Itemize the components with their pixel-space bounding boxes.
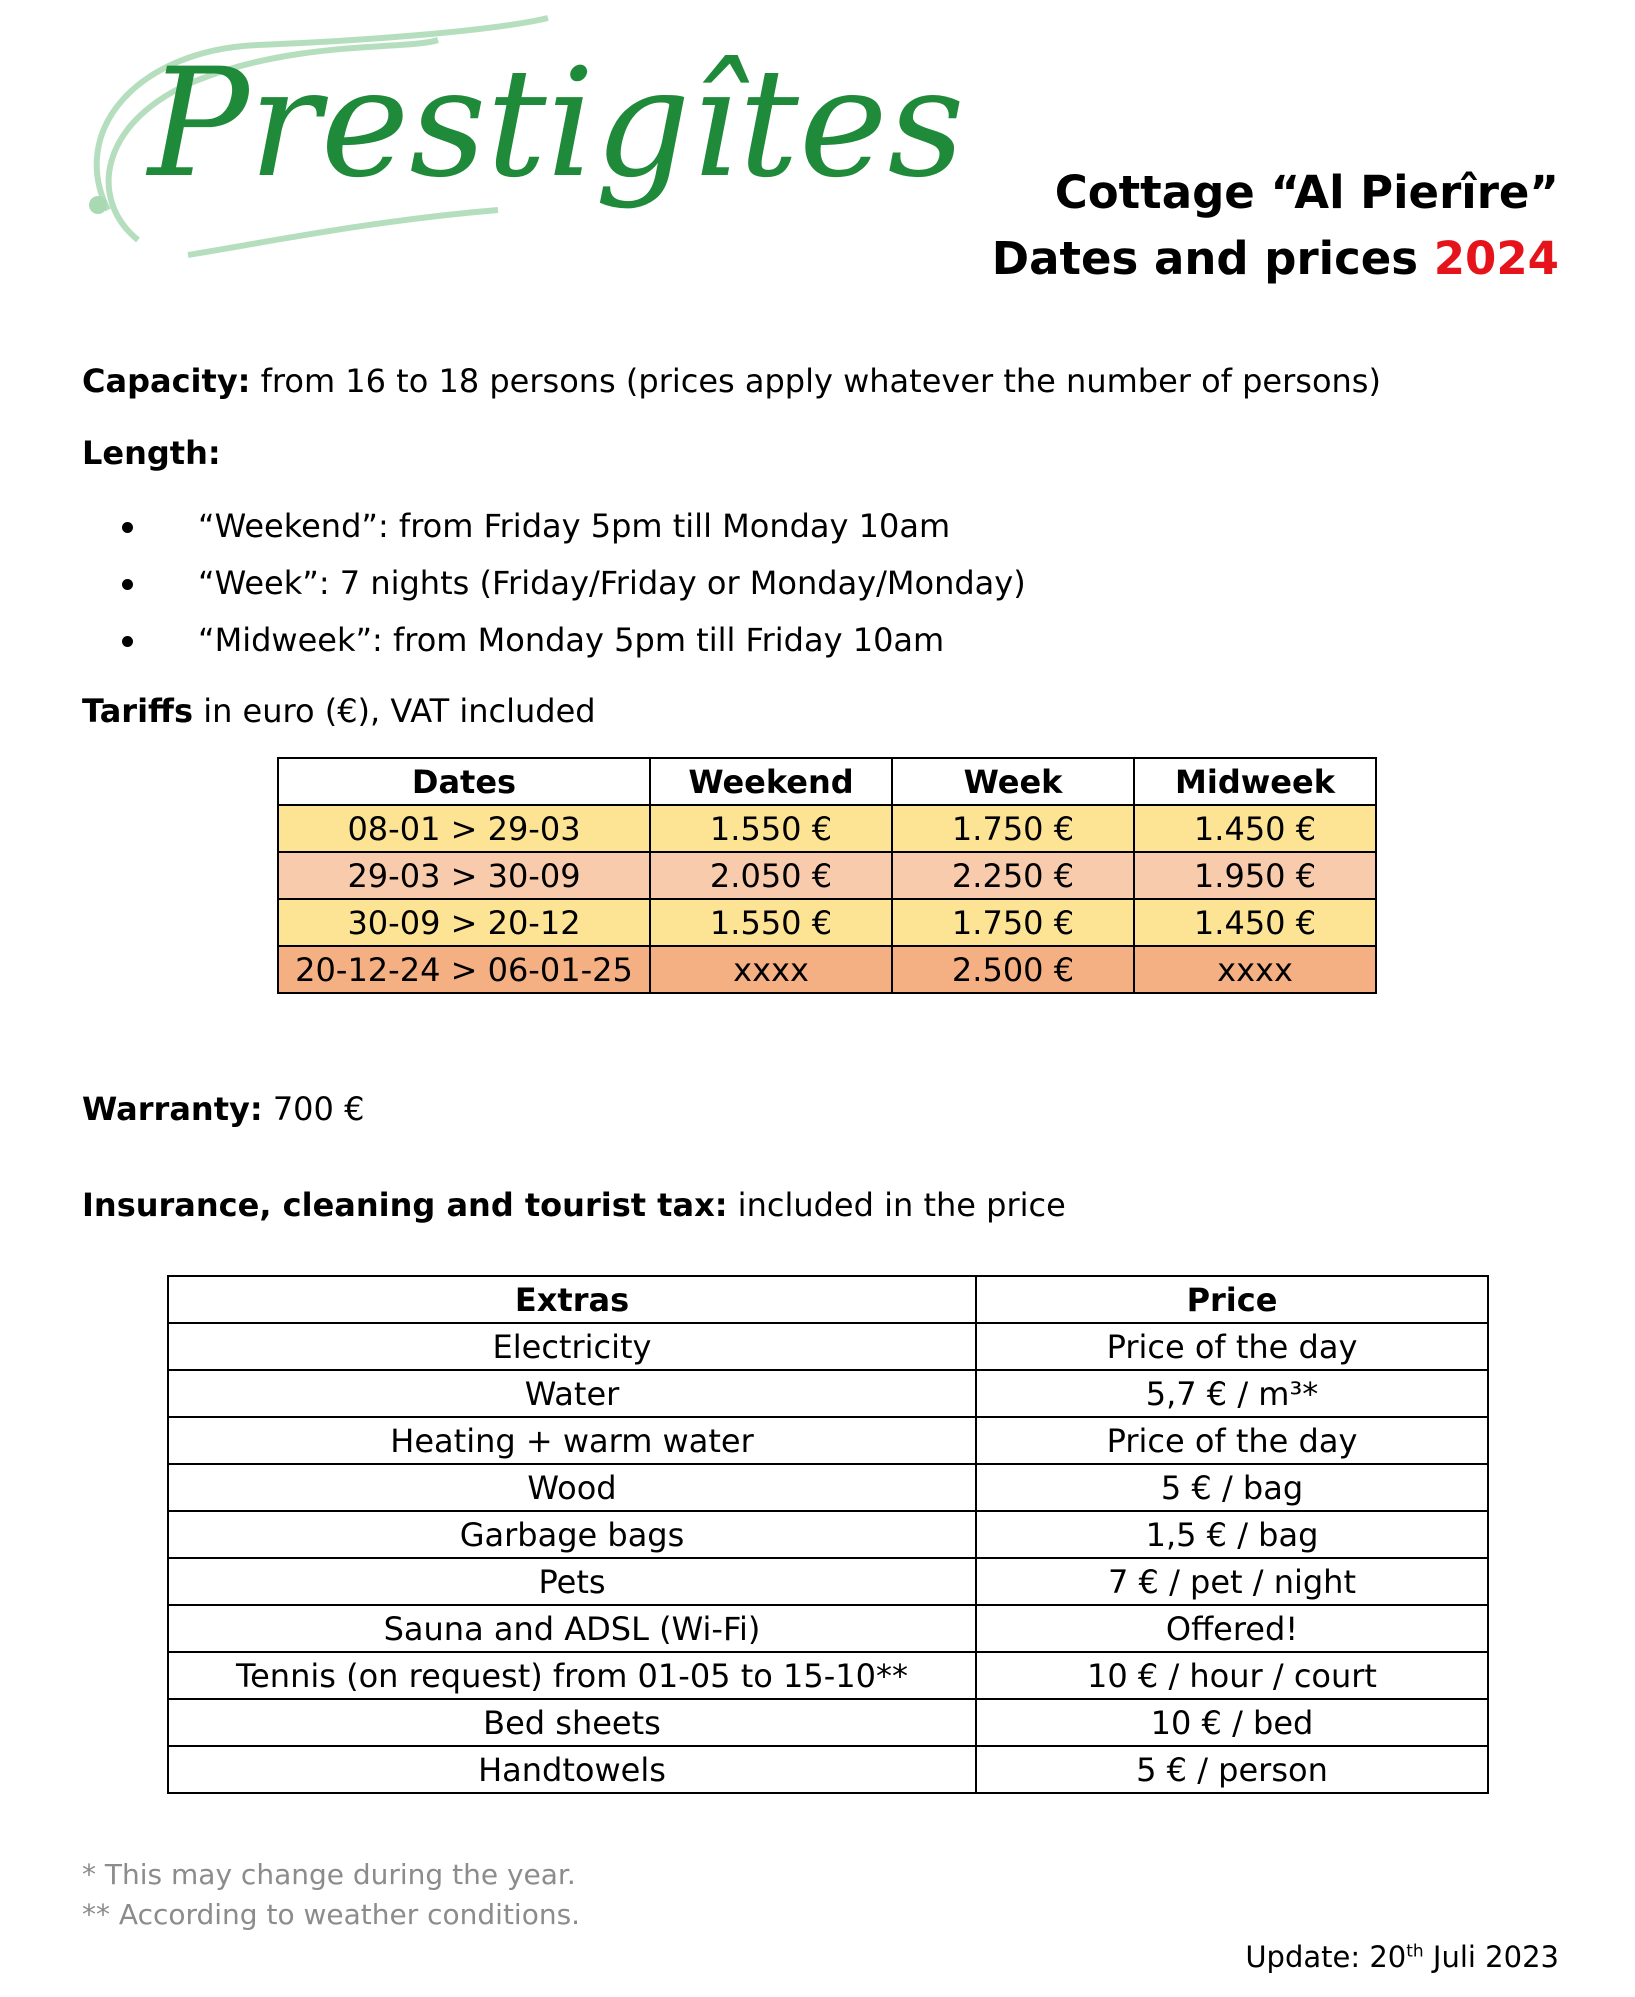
warranty-text: 700 €	[272, 1090, 365, 1128]
extras-table	[167, 1275, 1489, 1794]
tariffs-table	[277, 757, 1377, 994]
tariff-week: 2.500 €	[892, 946, 1134, 993]
tariffs-header-dates: Dates	[278, 758, 650, 805]
extra-price: 5,7 € / m³*	[976, 1370, 1488, 1417]
tariff-dates: 29-03 > 30-09	[278, 852, 650, 899]
table-row	[168, 1652, 1488, 1699]
tariffs-header-week: Week	[892, 758, 1134, 805]
extra-name: Heating + warm water	[168, 1417, 976, 1464]
list-item	[160, 612, 1026, 669]
tariff-midweek: 1.450 €	[1134, 805, 1376, 852]
length-list	[160, 498, 1026, 669]
extra-name: Tennis (on request) from 01-05 to 15-10**	[168, 1652, 976, 1699]
tariff-week: 2.250 €	[892, 852, 1134, 899]
insurance-line	[82, 1186, 1066, 1224]
tariffs-header-weekend: Weekend	[650, 758, 892, 805]
extras-header-extras: Extras	[168, 1276, 976, 1323]
extra-price: Offered!	[976, 1605, 1488, 1652]
update-date	[1245, 1940, 1559, 1974]
warranty-line	[82, 1090, 364, 1128]
extra-name: Sauna and ADSL (Wi-Fi)	[168, 1605, 976, 1652]
footnote-2: ** According to weather conditions.	[82, 1898, 581, 1931]
length-item-weekend: “Weekend”: from Friday 5pm till Monday 10am	[198, 507, 951, 545]
table-row	[278, 805, 1376, 852]
tariff-dates: 08-01 > 29-03	[278, 805, 650, 852]
length-item-week: “Week”: 7 nights (Friday/Friday or Monday/Monday)	[198, 564, 1026, 602]
extras-header-price: Price	[976, 1276, 1488, 1323]
extra-name: Handtowels	[168, 1746, 976, 1793]
update-prefix: Update: 20	[1245, 1940, 1407, 1974]
extra-price: 10 € / hour / court	[976, 1652, 1488, 1699]
prestigites-logo	[78, 10, 965, 270]
extra-price: 1,5 € / bag	[976, 1511, 1488, 1558]
tariffs-header-midweek: Midweek	[1134, 758, 1376, 805]
tariff-dates: 30-09 > 20-12	[278, 899, 650, 946]
tariffs-line	[82, 692, 596, 730]
list-item	[160, 498, 1026, 555]
extra-price: Price of the day	[976, 1323, 1488, 1370]
tariffs-text: in euro (€), VAT included	[203, 692, 596, 730]
tariffs-label: Tariffs	[82, 692, 194, 730]
capacity-text: from 16 to 18 persons (prices apply whatever the number of persons)	[260, 362, 1381, 400]
list-item	[160, 555, 1026, 612]
length-label: Length:	[82, 434, 221, 472]
tariff-weekend: 1.550 €	[650, 805, 892, 852]
table-row	[168, 1605, 1488, 1652]
footnote-1: * This may change during the year.	[82, 1858, 576, 1891]
tariff-midweek: 1.450 €	[1134, 899, 1376, 946]
logo-text: Prestigîtes	[148, 37, 965, 211]
extra-price: 5 € / person	[976, 1746, 1488, 1793]
header-title: Cottage “Al Pierîre”	[1054, 166, 1559, 219]
length-line	[82, 434, 221, 472]
tariff-week: 1.750 €	[892, 899, 1134, 946]
warranty-label: Warranty:	[82, 1090, 263, 1128]
extra-price: 5 € / bag	[976, 1464, 1488, 1511]
table-row	[278, 899, 1376, 946]
table-row	[168, 1464, 1488, 1511]
logo-dot	[89, 196, 107, 214]
extra-name: Water	[168, 1370, 976, 1417]
tariff-week: 1.750 €	[892, 805, 1134, 852]
header-subtitle	[992, 226, 1559, 292]
extra-name: Pets	[168, 1558, 976, 1605]
table-row	[168, 1511, 1488, 1558]
table-row	[168, 1746, 1488, 1793]
table-row	[168, 1417, 1488, 1464]
extra-name: Garbage bags	[168, 1511, 976, 1558]
table-row	[168, 1323, 1488, 1370]
extra-price: 10 € / bed	[976, 1699, 1488, 1746]
table-row	[278, 852, 1376, 899]
insurance-text: included in the price	[737, 1186, 1066, 1224]
tariff-dates: 20-12-24 > 06-01-25	[278, 946, 650, 993]
header-subtitle-text: Dates and prices	[991, 232, 1419, 285]
table-row	[168, 1558, 1488, 1605]
capacity-label: Capacity:	[82, 362, 251, 400]
tariff-weekend: 2.050 €	[650, 852, 892, 899]
tariff-midweek: 1.950 €	[1134, 852, 1376, 899]
update-sup: th	[1406, 1941, 1424, 1962]
header-year: 2024	[1433, 232, 1559, 285]
extra-price: 7 € / pet / night	[976, 1558, 1488, 1605]
capacity-line	[82, 362, 1381, 400]
tariff-midweek: xxxx	[1134, 946, 1376, 993]
table-row	[168, 1370, 1488, 1417]
table-row	[168, 1699, 1488, 1746]
extra-name: Electricity	[168, 1323, 976, 1370]
extra-price: Price of the day	[976, 1417, 1488, 1464]
table-row	[278, 946, 1376, 993]
tariff-weekend: xxxx	[650, 946, 892, 993]
extra-name: Bed sheets	[168, 1699, 976, 1746]
extras-header-row	[168, 1276, 1488, 1323]
update-suffix: Juli 2023	[1423, 1940, 1559, 1974]
tariffs-header-row	[278, 758, 1376, 805]
tariff-weekend: 1.550 €	[650, 899, 892, 946]
extra-name: Wood	[168, 1464, 976, 1511]
length-item-midweek: “Midweek”: from Monday 5pm till Friday 10am	[198, 621, 945, 659]
insurance-label: Insurance, cleaning and tourist tax:	[82, 1186, 728, 1224]
